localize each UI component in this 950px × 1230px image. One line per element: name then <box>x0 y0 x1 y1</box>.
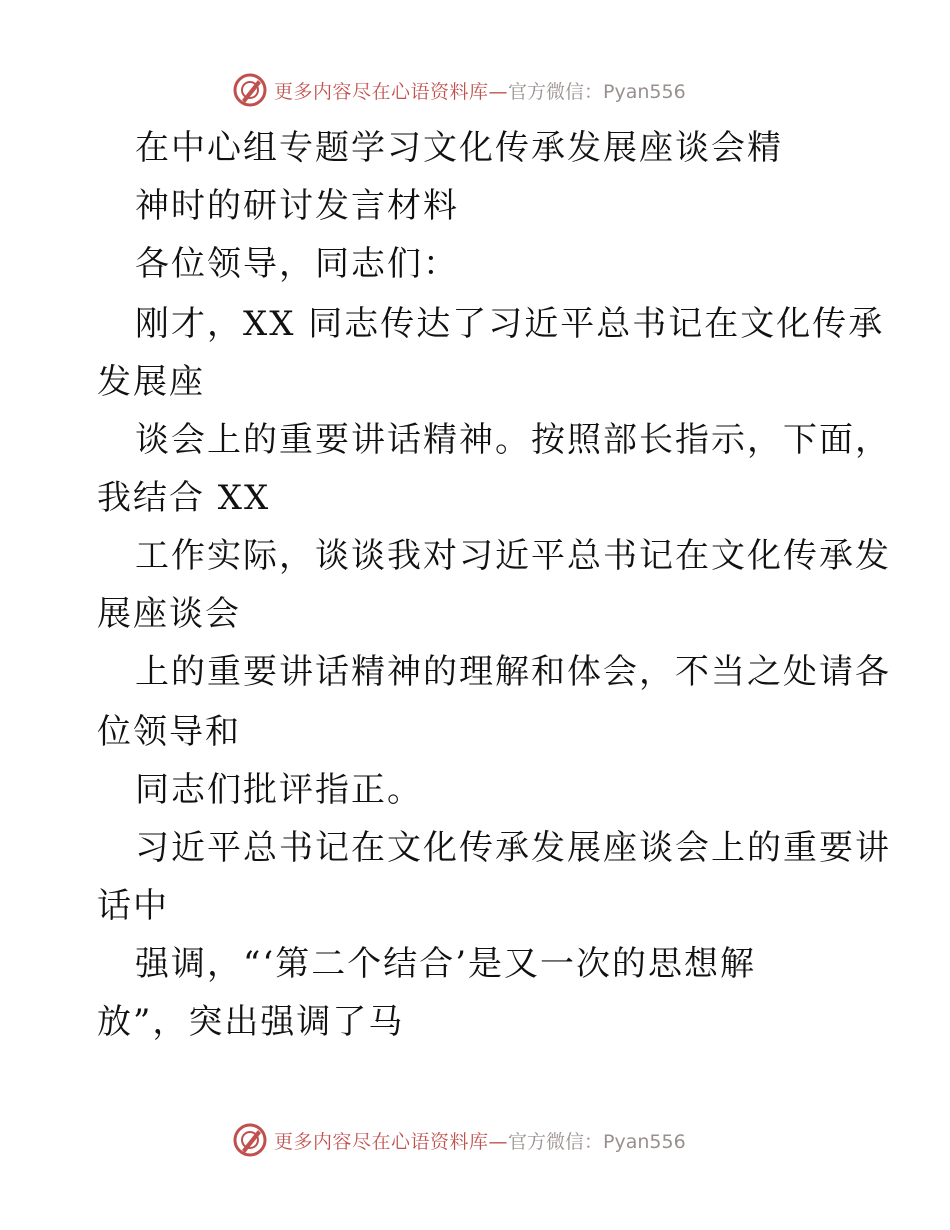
brand-logo-icon <box>232 1122 268 1158</box>
paragraph-line: 习近平总书记在文化传承发展座谈会上的重要讲 <box>135 828 891 868</box>
paragraph-line: 上的重要讲话精神的理解和体会，不当之处请各 <box>135 652 891 692</box>
paragraph-line: 发展座 <box>97 362 205 402</box>
paragraph-line: 强调，“‘第二个结合’是又一次的思想解 <box>135 944 756 984</box>
title-line-1: 在中心组专题学习文化传承发展座谈会精 <box>135 128 783 168</box>
paragraph-line: 我结合 XX <box>97 478 271 518</box>
paragraph-line: 谈会上的重要讲话精神。按照部长指示，下面， <box>135 420 891 460</box>
banner-main-text: 更多内容尽在心语资料库— <box>274 80 509 103</box>
salutation: 各位领导，同志们： <box>135 244 459 284</box>
brand-logo-icon <box>232 72 268 108</box>
paragraph-line: 工作实际，谈谈我对习近平总书记在文化传承发 <box>135 536 891 576</box>
paragraph-line: 位领导和 <box>97 712 241 752</box>
paragraph-line: 话中 <box>97 886 169 926</box>
paragraph-line: 刚才，XX 同志传达了习近平总书记在文化传承 <box>135 304 885 344</box>
footer-banner <box>232 1120 686 1160</box>
banner-contact-text: 官方微信：Pyan556 <box>508 1130 686 1153</box>
paragraph-line: 同志们批评指正。 <box>135 770 423 810</box>
paragraph-line: 放”，突出强调了马 <box>97 1002 405 1042</box>
title-line-2: 神时的研讨发言材料 <box>135 186 459 226</box>
banner-contact-text: 官方微信：Pyan556 <box>508 80 686 103</box>
header-banner <box>232 70 686 110</box>
paragraph-line: 展座谈会 <box>97 594 241 634</box>
banner-main-text: 更多内容尽在心语资料库— <box>274 1130 509 1153</box>
